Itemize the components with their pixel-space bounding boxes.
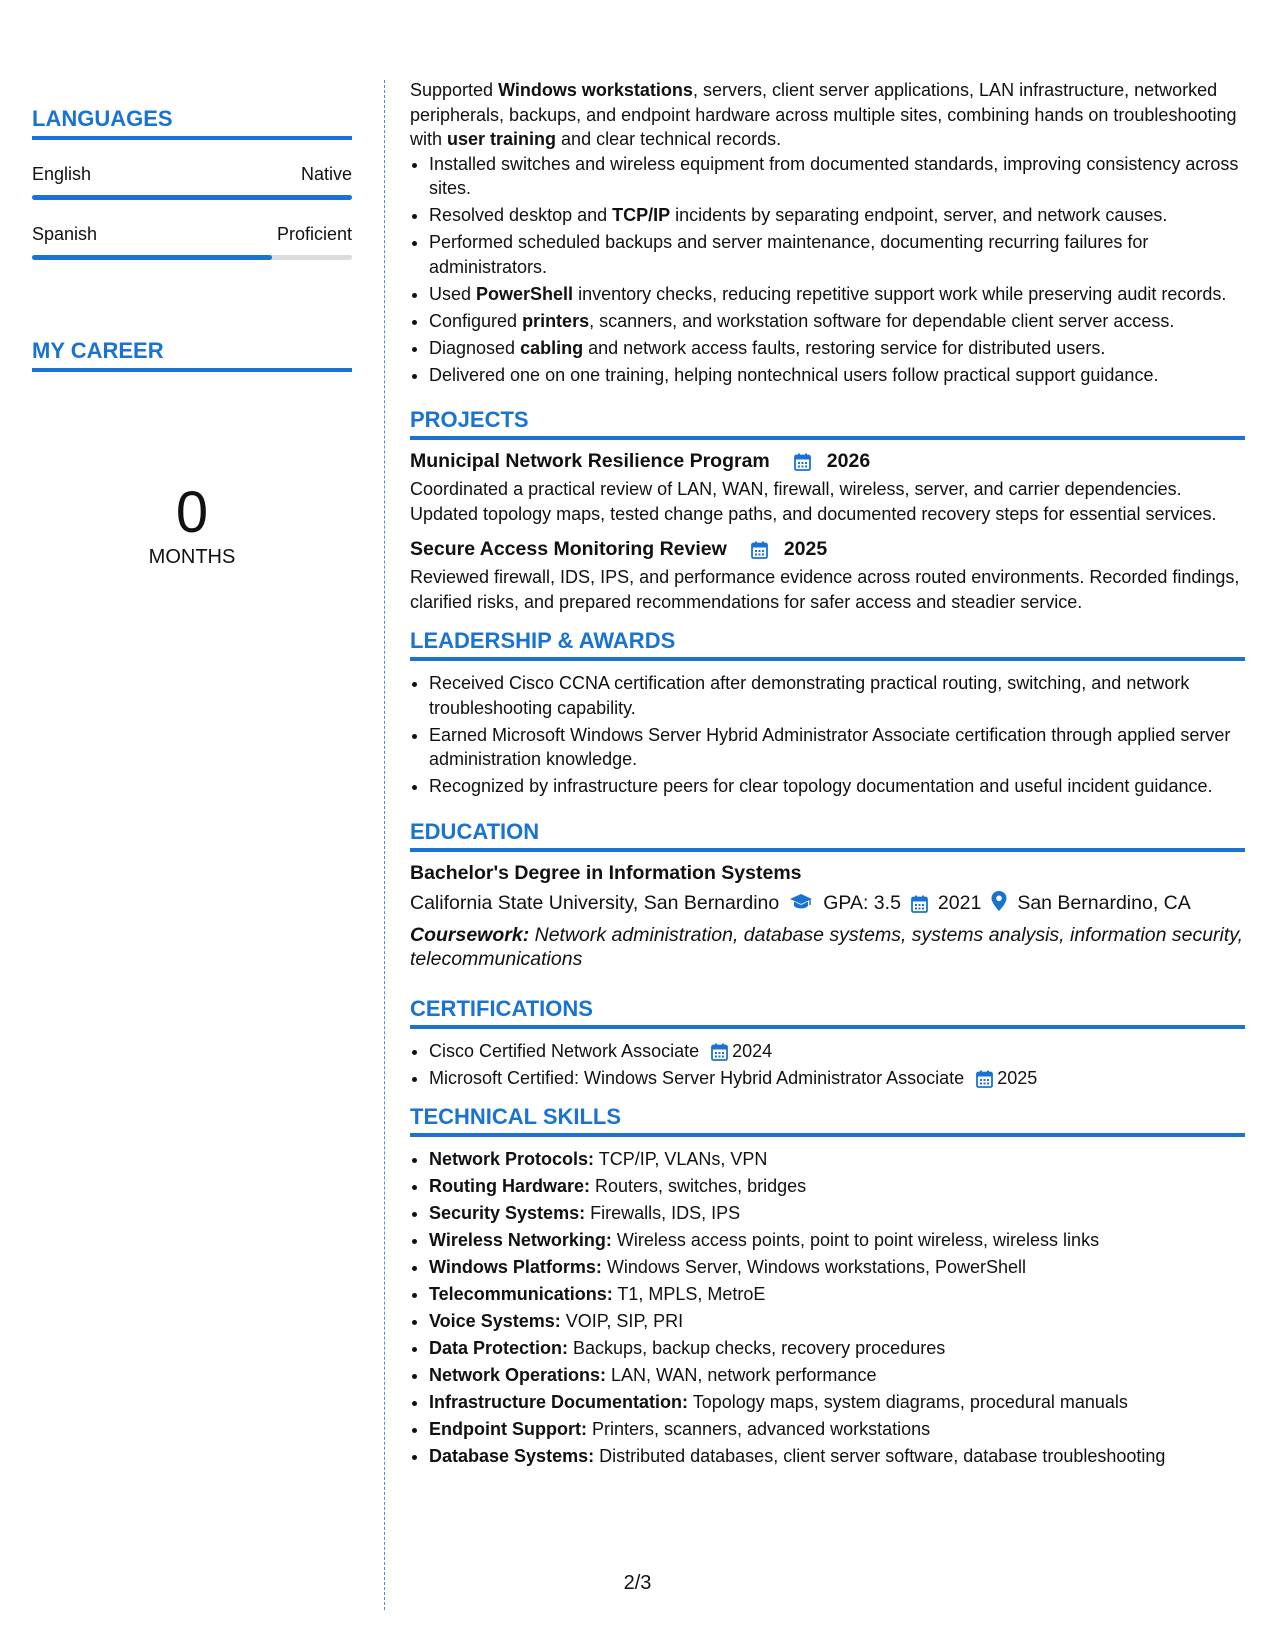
language-bar <box>32 255 352 260</box>
skill-label: Voice Systems: <box>429 1311 561 1331</box>
education-heading: EDUCATION <box>410 819 1245 852</box>
skill-value: TCP/IP, VLANs, VPN <box>594 1149 768 1169</box>
skill-label: Telecommunications: <box>429 1284 613 1304</box>
language-level: Proficient <box>276 224 352 244</box>
skill-value: Topology maps, system diagrams, procedural manuals <box>688 1392 1128 1412</box>
calendar-icon <box>911 892 928 915</box>
page-number: 2/3 <box>623 1572 652 1594</box>
projects-heading: PROJECTS <box>410 407 1245 440</box>
education-entry <box>410 862 1245 972</box>
project-description: Coordinated a practical review of LAN, WAN, firewall, wireless, server, and carrier dependencies. Updated topology maps, tested change paths, and documented recovery steps for essential services. <box>410 479 1217 524</box>
text-run: Diagnosed <box>429 337 521 358</box>
text-run: inventory checks, reducing repetitive support work while preserving audit records. <box>573 283 1227 304</box>
experience-bullet <box>429 203 1245 228</box>
project-year: 2025 <box>783 538 828 560</box>
calendar-icon <box>976 1066 993 1091</box>
certification-item <box>429 1039 1245 1064</box>
skill-value: Routers, switches, bridges <box>590 1176 807 1196</box>
experience-bullet <box>429 152 1245 201</box>
skill-item <box>429 1255 1245 1280</box>
certifications-heading: CERTIFICATIONS <box>410 996 1245 1029</box>
language-bar-fill <box>32 255 272 260</box>
award-item: • Received Cisco CCNA certification after demonstrating practical routing, switching, and network troubleshooting capability. <box>429 671 1245 720</box>
award-item: • Earned Microsoft Windows Server Hybrid Administrator Associate certification through applied server administration knowledge. <box>429 723 1245 772</box>
career-counter <box>32 480 352 569</box>
text-run: , servers, client server applications, LAN infrastructure, networked peripherals, backups, and endpoint hardware across multiple sites, combining hands on troubleshooting with <box>410 80 1237 149</box>
skill-label: Routing Hardware: <box>429 1176 591 1196</box>
skill-item <box>429 1390 1245 1415</box>
degree-title: Bachelor's Degree in Information Systems <box>410 861 802 884</box>
skills-heading: TECHNICAL SKILLS <box>410 1104 1245 1137</box>
skill-value: Distributed databases, client server software, database troubleshooting <box>594 1446 1166 1466</box>
text-run: Installed switches and wireless equipment from documented standards, improving consistency across sites. <box>429 153 1239 198</box>
project-title: Municipal Network Resilience Program <box>410 450 770 472</box>
coursework-label: Coursework: <box>410 923 530 946</box>
skill-value: Firewalls, IDS, IPS <box>585 1203 741 1223</box>
experience-bullet <box>429 336 1245 361</box>
projects-list <box>410 450 1245 614</box>
graduation-year: 2021 <box>937 892 982 914</box>
text-run: Configured <box>429 310 523 331</box>
project-title: Secure Access Monitoring Review <box>410 538 727 560</box>
language-level: Native <box>300 164 352 184</box>
skill-item <box>429 1363 1245 1388</box>
skill-item <box>429 1417 1245 1442</box>
skill-item <box>429 1444 1245 1469</box>
coursework-text: Network administration, database systems, systems analysis, information security, telecommunications <box>410 923 1244 970</box>
experience-bullet <box>429 309 1245 334</box>
skill-item <box>429 1147 1245 1172</box>
skill-item <box>429 1282 1245 1307</box>
experience-bullets <box>429 152 1245 388</box>
certification-year: 2024 <box>732 1040 773 1061</box>
bold-text: cabling <box>520 337 584 358</box>
skills-list <box>429 1147 1245 1469</box>
skill-label: Network Protocols: <box>429 1149 595 1169</box>
experience-bullet <box>429 363 1245 388</box>
skill-value: Windows Server, Windows workstations, PowerShell <box>601 1257 1027 1277</box>
skill-item <box>429 1174 1245 1199</box>
leadership-list <box>429 671 1245 799</box>
school-name: California State University, San Bernardino <box>410 892 780 914</box>
bold-text: Windows workstations <box>498 80 693 100</box>
language-row <box>32 224 352 245</box>
graduation-cap-icon <box>789 892 813 916</box>
text-run: Performed scheduled backups and server maintenance, documenting recurring failures for administrators. <box>429 232 1149 277</box>
skill-value: T1, MPLS, MetroE <box>612 1284 766 1304</box>
sidebar <box>32 106 352 569</box>
calendar-icon <box>782 453 819 471</box>
skill-label: Security Systems: <box>429 1203 586 1223</box>
text-run: Supported <box>410 80 499 100</box>
skill-value: LAN, WAN, network performance <box>606 1365 877 1385</box>
project-year: 2026 <box>826 450 871 472</box>
languages-heading: LANGUAGES <box>32 106 352 140</box>
language-row <box>32 164 352 185</box>
text-run: and network access faults, restoring service for distributed users. <box>583 337 1106 358</box>
text-run: Used <box>429 283 477 304</box>
calendar-icon <box>739 541 776 559</box>
skill-value: Wireless access points, point to point wireless, wireless links <box>611 1230 1100 1250</box>
skill-value: Printers, scanners, advanced workstations <box>586 1419 931 1439</box>
skill-label: Windows Platforms: <box>429 1257 602 1277</box>
language-bar-fill <box>32 195 352 200</box>
experience-intro <box>410 78 1245 152</box>
text-run: , scanners, and workstation software for dependable client server access. <box>589 310 1175 331</box>
main-column <box>410 78 1245 1471</box>
certification-year: 2025 <box>997 1067 1038 1088</box>
certifications-list <box>429 1039 1245 1091</box>
language-bar <box>32 195 352 200</box>
project-title-row <box>410 538 1245 561</box>
skill-label: Wireless Networking: <box>429 1230 612 1250</box>
school-location: San Bernardino, CA <box>1017 892 1191 914</box>
experience-bullet <box>429 282 1245 307</box>
skill-value: Backups, backup checks, recovery procedures <box>568 1338 946 1358</box>
certification-item <box>429 1066 1245 1091</box>
skill-label: Data Protection: <box>429 1338 569 1358</box>
skill-item <box>429 1201 1245 1226</box>
language-name: English <box>32 164 92 184</box>
skill-label: Infrastructure Documentation: <box>429 1392 689 1412</box>
gpa-value: GPA: 3.5 <box>823 892 901 914</box>
certification-name: Microsoft Certified: Windows Server Hybrid Administrator Associate <box>429 1067 965 1088</box>
skill-label: Database Systems: <box>429 1446 595 1466</box>
experience-bullet <box>429 230 1245 279</box>
text-run: incidents by separating endpoint, server, and network causes. <box>670 205 1168 225</box>
text-run: Resolved desktop and <box>429 205 613 225</box>
skill-label: Endpoint Support: <box>429 1419 587 1439</box>
skill-label: Network Operations: <box>429 1365 607 1385</box>
text-run: Delivered one on one training, helping nontechnical users follow practical support guidance. <box>429 364 1159 385</box>
career-heading: MY CAREER <box>32 338 352 372</box>
skill-item <box>429 1309 1245 1334</box>
project-title-row <box>410 450 1245 473</box>
map-pin-icon <box>991 891 1007 917</box>
text-run: and clear technical records. <box>556 129 782 149</box>
languages-list <box>32 164 352 260</box>
career-value: 0 <box>175 480 209 545</box>
bold-text: printers <box>522 310 590 331</box>
project-description: Reviewed firewall, IDS, IPS, and performance evidence across routed environments. Recorded findings, clarified risks, and prepared recommendations for safer access and steadier service. <box>410 567 1240 612</box>
skill-item <box>429 1228 1245 1253</box>
calendar-icon <box>711 1039 728 1064</box>
certification-name: Cisco Certified Network Associate <box>429 1040 700 1061</box>
language-name: Spanish <box>32 224 98 244</box>
education-details <box>410 891 1245 917</box>
column-divider <box>384 80 385 1610</box>
skill-value: VOIP, SIP, PRI <box>560 1311 684 1331</box>
bold-text: TCP/IP <box>612 205 671 225</box>
bold-text: PowerShell <box>476 283 574 304</box>
skill-item <box>429 1336 1245 1361</box>
bold-text: user training <box>447 129 557 149</box>
career-unit: MONTHS <box>148 546 236 568</box>
leadership-heading: LEADERSHIP & AWARDS <box>410 628 1245 661</box>
award-item: • Recognized by infrastructure peers for clear topology documentation and useful incident guidance. <box>429 774 1245 799</box>
coursework <box>410 923 1245 972</box>
